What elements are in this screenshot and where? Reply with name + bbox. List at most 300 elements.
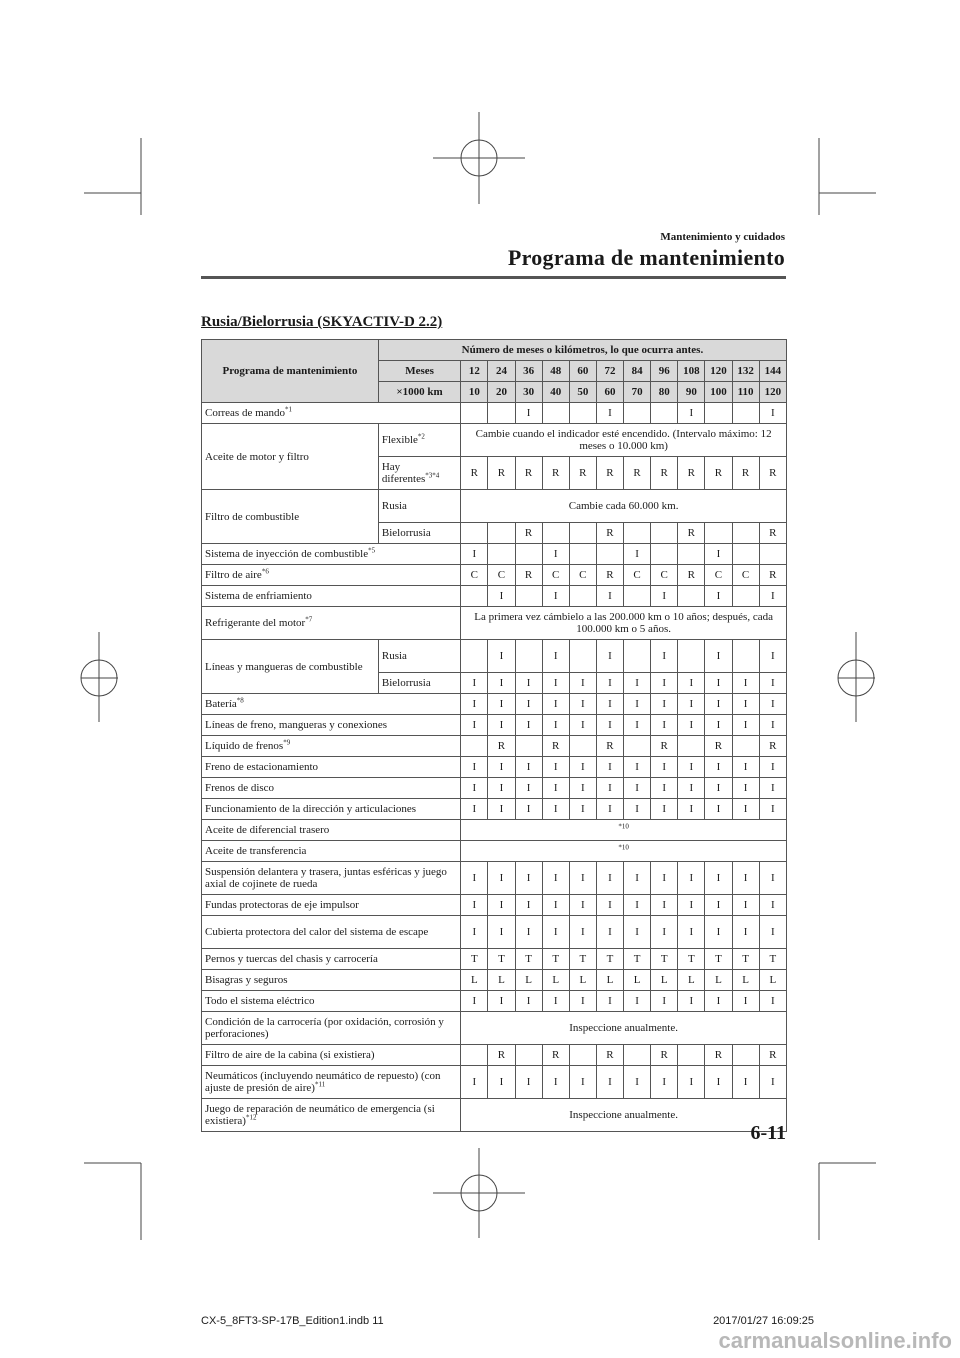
row-aceite-motor-label-text: Aceite de motor y filtro	[205, 450, 309, 463]
row-lineas-comb-label	[202, 640, 379, 694]
schedule-cell	[569, 544, 596, 565]
row-refrigerante	[202, 607, 787, 640]
row-aceite-motor-sub-hay	[378, 457, 460, 490]
chapter-title: Programa de mantenimiento	[507, 245, 785, 270]
schedule-cell	[732, 544, 759, 565]
row-electrico-label	[202, 991, 461, 1012]
schedule-cell: I	[732, 778, 759, 799]
schedule-cell: T	[678, 949, 705, 970]
row-kit-reparacion-label	[202, 1099, 461, 1132]
row-inyeccion-label	[202, 544, 461, 565]
row-filtro-combustible-label	[202, 490, 379, 544]
schedule-cell: I	[542, 862, 569, 895]
schedule-cell: I	[488, 991, 515, 1012]
row-aceite-motor-sub-flexible	[378, 424, 460, 457]
row-lineas-comb-sub-bielorrusia	[378, 673, 460, 694]
schedule-cell	[732, 523, 759, 544]
schedule-cell: I	[732, 757, 759, 778]
schedule-cell: I	[542, 586, 569, 607]
schedule-cell: T	[488, 949, 515, 970]
row-direccion-label	[202, 799, 461, 820]
schedule-cell: I	[624, 757, 651, 778]
schedule-cell: I	[624, 694, 651, 715]
month-header: 24	[488, 361, 515, 382]
page-number: 6-11	[750, 1122, 786, 1144]
schedule-cell: I	[488, 715, 515, 736]
schedule-cell	[461, 523, 488, 544]
schedule-cell: I	[732, 694, 759, 715]
month-header: 36	[515, 361, 542, 382]
schedule-cell: I	[515, 694, 542, 715]
footnote-ref: *1	[285, 405, 293, 414]
schedule-cell	[678, 640, 705, 673]
row-filtro-cabina	[202, 1045, 787, 1066]
schedule-cell: C	[542, 565, 569, 586]
schedule-cell: L	[705, 970, 732, 991]
schedule-cell: I	[461, 895, 488, 916]
schedule-cell	[624, 403, 651, 424]
row-aceite-motor-note: Cambie cuando el indicador esté encendido. (Intervalo máximo: 12 meses o 10.000 km)	[461, 424, 787, 457]
schedule-cell: R	[759, 457, 786, 490]
row-inyeccion-label-text: Sistema de inyección de combustible	[205, 548, 369, 560]
schedule-cell: R	[515, 457, 542, 490]
km-header: 30	[515, 382, 542, 403]
schedule-cell	[488, 544, 515, 565]
row-suspension-label	[202, 862, 461, 895]
row-filtro-combustible	[202, 490, 787, 523]
schedule-cell: I	[732, 862, 759, 895]
schedule-cell: I	[732, 895, 759, 916]
schedule-cell: I	[732, 991, 759, 1012]
schedule-cell: I	[542, 757, 569, 778]
schedule-cell: I	[542, 916, 569, 949]
schedule-cell	[569, 586, 596, 607]
schedule-cell: I	[515, 778, 542, 799]
km-header: 100	[705, 382, 732, 403]
schedule-cell: I	[759, 916, 786, 949]
schedule-cell: I	[569, 895, 596, 916]
schedule-cell: I	[515, 862, 542, 895]
schedule-cell: R	[488, 1045, 515, 1066]
schedule-cell: I	[759, 895, 786, 916]
km-header: 70	[624, 382, 651, 403]
km-header: 110	[732, 382, 759, 403]
schedule-cell: I	[705, 862, 732, 895]
schedule-cell: I	[488, 694, 515, 715]
schedule-cell: R	[542, 736, 569, 757]
schedule-cell	[732, 736, 759, 757]
row-transferencia-note-cell	[461, 841, 787, 862]
row-inyeccion	[202, 544, 787, 565]
schedule-cell: C	[569, 565, 596, 586]
footnote-ref: *9	[283, 738, 291, 747]
schedule-cell: I	[515, 673, 542, 694]
row-kit-reparacion-note: Inspeccione anualmente.	[461, 1099, 787, 1132]
month-header: 12	[461, 361, 488, 382]
schedule-cell	[651, 403, 678, 424]
schedule-cell: I	[542, 694, 569, 715]
section-title: Rusia/Bielorrusia (SKYACTIV-D 2.2)	[201, 314, 443, 330]
schedule-cell: I	[515, 991, 542, 1012]
schedule-cell: L	[651, 970, 678, 991]
schedule-cell: I	[732, 673, 759, 694]
schedule-cell: I	[678, 991, 705, 1012]
corner-header: Programa de mantenimiento	[202, 340, 379, 403]
month-header: 144	[759, 361, 786, 382]
schedule-cell: L	[624, 970, 651, 991]
schedule-cell: I	[461, 715, 488, 736]
schedule-cell	[624, 736, 651, 757]
schedule-cell	[569, 736, 596, 757]
row-carroceria-label	[202, 1012, 461, 1045]
schedule-cell: L	[542, 970, 569, 991]
row-suspension-label-text: Suspensión delantera y trasera, juntas esféricas y juego axial de cojinete de rueda	[205, 866, 447, 890]
row-filtro-cabina-label-text: Filtro de aire de la cabina (si existiera)	[205, 1049, 375, 1061]
schedule-cell: T	[732, 949, 759, 970]
schedule-cell: I	[678, 1066, 705, 1099]
schedule-cell: I	[651, 694, 678, 715]
schedule-cell: I	[542, 895, 569, 916]
schedule-cell: R	[488, 736, 515, 757]
schedule-cell: C	[624, 565, 651, 586]
row-bateria-label	[202, 694, 461, 715]
row-electrico-label-text: Todo el sistema eléctrico	[205, 995, 315, 1007]
footnote-ref: *2	[417, 432, 425, 441]
schedule-cell: L	[678, 970, 705, 991]
schedule-cell: T	[542, 949, 569, 970]
schedule-cell: I	[651, 916, 678, 949]
row-freno-estac	[202, 757, 787, 778]
schedule-cell: I	[461, 673, 488, 694]
schedule-cell: I	[651, 799, 678, 820]
schedule-cell	[732, 403, 759, 424]
schedule-cell: I	[651, 778, 678, 799]
row-diferencial-label	[202, 820, 461, 841]
row-suspension	[202, 862, 787, 895]
watermark: carmanualsonline.info	[718, 1328, 952, 1353]
schedule-cell	[569, 1045, 596, 1066]
schedule-cell: I	[515, 916, 542, 949]
row-carroceria-note: Inspeccione anualmente.	[461, 1012, 787, 1045]
schedule-cell	[461, 1045, 488, 1066]
row-aceite-motor-sub-hay-text: Hay diferentes	[381, 461, 426, 485]
row-lineas-comb-sub-rusia-text: Rusia	[381, 650, 407, 662]
schedule-cell: I	[515, 1066, 542, 1099]
footer-file: CX-5_8FT3-SP-17B_Edition1.indb 11	[201, 1315, 384, 1327]
schedule-cell: I	[705, 916, 732, 949]
footnote-ref: *11	[314, 1080, 326, 1089]
month-header: 84	[624, 361, 651, 382]
row-lineas-comb-label-text: Líneas y mangueras de combustible	[205, 660, 363, 673]
row-fundas-label	[202, 895, 461, 916]
chapter-name: Mantenimiento y cuidados	[660, 231, 785, 243]
schedule-cell: I	[705, 544, 732, 565]
row-frenos-disco-label-text: Frenos de disco	[205, 782, 275, 794]
schedule-cell: R	[542, 1045, 569, 1066]
schedule-cell: L	[488, 970, 515, 991]
schedule-cell: I	[569, 757, 596, 778]
schedule-cell: I	[624, 673, 651, 694]
schedule-cell: I	[624, 991, 651, 1012]
row-direccion	[202, 799, 787, 820]
schedule-cell	[759, 544, 786, 565]
schedule-cell: I	[542, 544, 569, 565]
schedule-cell: R	[542, 457, 569, 490]
schedule-cell: I	[488, 1066, 515, 1099]
schedule-cell: I	[596, 778, 623, 799]
schedule-cell: I	[596, 991, 623, 1012]
row-electrico	[202, 991, 787, 1012]
schedule-cell: I	[624, 778, 651, 799]
month-header: 132	[732, 361, 759, 382]
schedule-cell: R	[624, 457, 651, 490]
header-rule	[201, 276, 786, 279]
schedule-cell: I	[732, 916, 759, 949]
schedule-cell: I	[596, 673, 623, 694]
schedule-cell: L	[759, 970, 786, 991]
schedule-cell: I	[732, 1066, 759, 1099]
schedule-cell: I	[596, 862, 623, 895]
schedule-cell: L	[732, 970, 759, 991]
schedule-cell	[624, 640, 651, 673]
row-direccion-label-text: Funcionamiento de la dirección y articulaciones	[205, 803, 417, 815]
schedule-cell: I	[759, 694, 786, 715]
schedule-cell: I	[678, 673, 705, 694]
schedule-cell: R	[705, 457, 732, 490]
footnote-ref: *10	[618, 843, 629, 852]
schedule-cell	[515, 544, 542, 565]
km-header: 90	[678, 382, 705, 403]
schedule-cell: R	[515, 565, 542, 586]
schedule-cell: T	[651, 949, 678, 970]
schedule-cell: R	[651, 736, 678, 757]
maintenance-table	[201, 339, 787, 1132]
schedule-cell: I	[542, 778, 569, 799]
schedule-cell: I	[624, 895, 651, 916]
schedule-cell: I	[461, 1066, 488, 1099]
schedule-cell	[624, 523, 651, 544]
schedule-cell: L	[461, 970, 488, 991]
schedule-cell	[542, 523, 569, 544]
schedule-cell	[515, 640, 542, 673]
months-label: Meses	[378, 361, 460, 382]
schedule-cell	[678, 586, 705, 607]
km-header: 20	[488, 382, 515, 403]
schedule-cell: I	[461, 757, 488, 778]
schedule-cell: R	[651, 457, 678, 490]
schedule-cell: I	[651, 991, 678, 1012]
schedule-cell: I	[705, 991, 732, 1012]
schedule-cell: I	[515, 799, 542, 820]
row-neumaticos-label	[202, 1066, 461, 1099]
row-kit-reparacion	[202, 1099, 787, 1132]
schedule-cell: R	[596, 523, 623, 544]
schedule-cell: I	[488, 673, 515, 694]
schedule-cell: I	[488, 799, 515, 820]
schedule-cell: I	[624, 799, 651, 820]
schedule-cell: I	[651, 673, 678, 694]
row-refrigerante-label-text: Refrigerante del motor	[205, 617, 306, 629]
schedule-cell	[732, 640, 759, 673]
schedule-cell: I	[569, 715, 596, 736]
row-lineas-comb	[202, 640, 787, 673]
schedule-cell: I	[678, 694, 705, 715]
schedule-cell	[732, 586, 759, 607]
month-header: 120	[705, 361, 732, 382]
row-frenos-disco	[202, 778, 787, 799]
row-freno-estac-label	[202, 757, 461, 778]
row-liquido-frenos-label-text: Líquido de frenos	[205, 740, 284, 752]
schedule-cell: I	[705, 715, 732, 736]
row-fundas-label-text: Fundas protectoras de eje impulsor	[205, 899, 359, 911]
schedule-cell	[461, 640, 488, 673]
row-carroceria	[202, 1012, 787, 1045]
row-filtro-combustible-label-text: Filtro de combustible	[205, 510, 300, 523]
schedule-cell: I	[705, 895, 732, 916]
row-cubierta-label-text: Cubierta protectora del calor del sistema de escape	[205, 926, 429, 938]
schedule-cell: C	[488, 565, 515, 586]
schedule-cell: R	[678, 457, 705, 490]
schedule-cell: I	[624, 715, 651, 736]
schedule-cell: R	[678, 565, 705, 586]
schedule-cell	[732, 1045, 759, 1066]
row-freno-lineas-label	[202, 715, 461, 736]
schedule-cell: I	[678, 403, 705, 424]
schedule-cell: R	[651, 1045, 678, 1066]
schedule-cell: I	[651, 895, 678, 916]
schedule-cell	[461, 586, 488, 607]
schedule-cell: R	[461, 457, 488, 490]
schedule-cell: I	[461, 799, 488, 820]
footnote-ref: *12	[245, 1113, 257, 1122]
schedule-cell	[678, 736, 705, 757]
km-header: 50	[569, 382, 596, 403]
schedule-cell: I	[596, 799, 623, 820]
schedule-cell: I	[569, 862, 596, 895]
row-correas-label	[202, 403, 461, 424]
schedule-cell: R	[569, 457, 596, 490]
schedule-cell: I	[596, 403, 623, 424]
row-correas-label-text: Correas de mando	[205, 407, 286, 419]
schedule-cell: I	[461, 544, 488, 565]
month-header: 96	[651, 361, 678, 382]
schedule-cell: L	[596, 970, 623, 991]
row-neumaticos	[202, 1066, 787, 1099]
schedule-cell: I	[624, 862, 651, 895]
row-freno-lineas-label-text: Líneas de freno, mangueras y conexiones	[205, 719, 388, 731]
row-filtro-cabina-label	[202, 1045, 461, 1066]
schedule-cell: I	[488, 778, 515, 799]
schedule-cell: R	[759, 565, 786, 586]
schedule-cell: I	[705, 757, 732, 778]
schedule-cell: I	[651, 640, 678, 673]
schedule-cell: I	[759, 991, 786, 1012]
row-cubierta-label	[202, 916, 461, 949]
schedule-cell: I	[759, 673, 786, 694]
schedule-cell: R	[705, 1045, 732, 1066]
schedule-cell: T	[569, 949, 596, 970]
schedule-cell: I	[569, 916, 596, 949]
schedule-cell: I	[678, 757, 705, 778]
schedule-cell: T	[596, 949, 623, 970]
row-correas	[202, 403, 787, 424]
schedule-cell: I	[759, 640, 786, 673]
row-freno-lineas	[202, 715, 787, 736]
row-bisagras	[202, 970, 787, 991]
schedule-cell	[488, 403, 515, 424]
row-diferencial-note-cell	[461, 820, 787, 841]
row-filtro-aire-label-text: Filtro de aire	[205, 569, 262, 581]
schedule-cell: I	[705, 640, 732, 673]
schedule-cell	[705, 403, 732, 424]
schedule-cell: I	[705, 694, 732, 715]
row-filtro-combustible-sub-rusia-text: Rusia	[381, 500, 407, 512]
schedule-cell: I	[705, 586, 732, 607]
schedule-cell: R	[732, 457, 759, 490]
schedule-cell: L	[569, 970, 596, 991]
row-aceite-motor-sub-flexible-text: Flexible	[381, 434, 418, 446]
row-filtro-aire	[202, 565, 787, 586]
schedule-cell: R	[596, 1045, 623, 1066]
row-diferencial	[202, 820, 787, 841]
schedule-cell: I	[759, 403, 786, 424]
schedule-cell: I	[488, 640, 515, 673]
schedule-cell: I	[651, 757, 678, 778]
schedule-cell	[569, 640, 596, 673]
schedule-cell: I	[759, 778, 786, 799]
row-diferencial-label-text: Aceite de diferencial trasero	[205, 824, 330, 836]
schedule-cell: R	[678, 523, 705, 544]
schedule-cell: I	[461, 694, 488, 715]
group-header: Número de meses o kilómetros, lo que ocurra antes.	[378, 340, 786, 361]
schedule-cell	[542, 403, 569, 424]
schedule-cell: I	[678, 862, 705, 895]
schedule-cell	[678, 544, 705, 565]
row-aceite-motor-label	[202, 424, 379, 490]
schedule-cell: I	[759, 1066, 786, 1099]
schedule-cell: I	[542, 673, 569, 694]
schedule-cell	[515, 736, 542, 757]
schedule-cell: I	[651, 715, 678, 736]
month-header: 48	[542, 361, 569, 382]
schedule-cell: I	[515, 895, 542, 916]
schedule-cell: I	[678, 715, 705, 736]
schedule-cell: I	[515, 757, 542, 778]
schedule-cell: I	[569, 991, 596, 1012]
schedule-cell	[624, 586, 651, 607]
schedule-cell	[515, 1045, 542, 1066]
row-kit-reparacion-label-text: Juego de reparación de neumático de emergencia (si existiera)	[205, 1103, 435, 1127]
row-filtro-combustible-note: Cambie cada 60.000 km.	[461, 490, 787, 523]
row-freno-estac-label-text: Freno de estacionamiento	[205, 761, 319, 773]
footer-timestamp: 2017/01/27 16:09:25	[713, 1315, 814, 1327]
row-bateria-label-text: Batería	[205, 698, 237, 710]
footnote-ref: *3*4	[425, 471, 440, 480]
row-enfriamiento-label-text: Sistema de enfriamiento	[205, 590, 312, 602]
schedule-cell	[569, 403, 596, 424]
schedule-cell: I	[596, 895, 623, 916]
schedule-cell	[651, 523, 678, 544]
km-header: 40	[542, 382, 569, 403]
schedule-cell: R	[705, 736, 732, 757]
schedule-cell: C	[461, 565, 488, 586]
schedule-cell: R	[596, 736, 623, 757]
schedule-cell: R	[596, 457, 623, 490]
row-liquido-frenos	[202, 736, 787, 757]
schedule-cell	[461, 403, 488, 424]
row-lineas-comb-sub-rusia	[378, 640, 460, 673]
schedule-cell	[624, 1045, 651, 1066]
